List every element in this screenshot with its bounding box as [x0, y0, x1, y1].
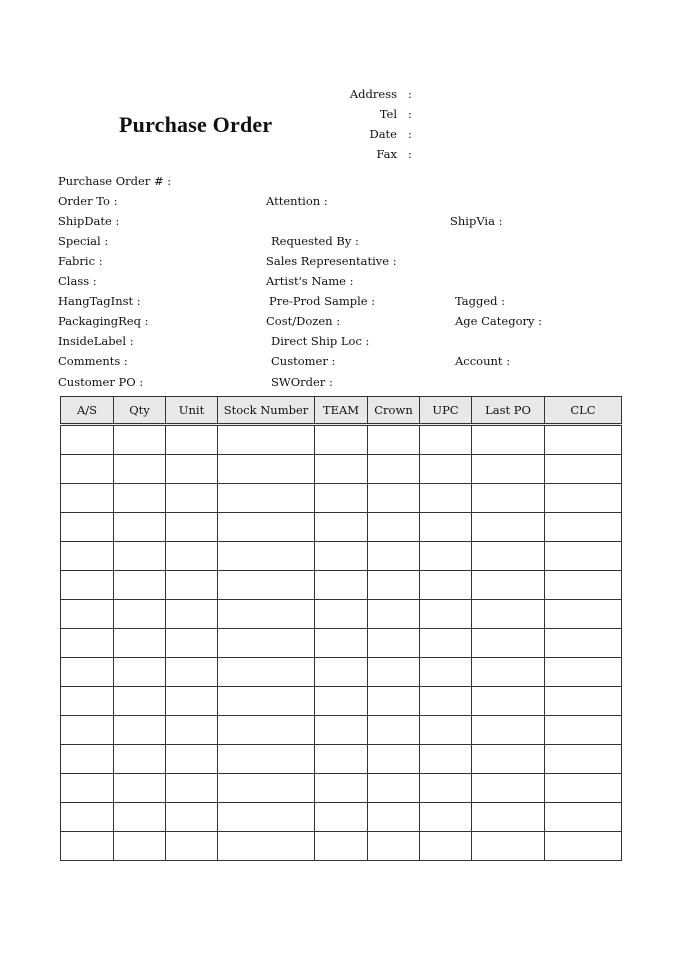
table-cell[interactable]	[368, 425, 420, 455]
table-cell[interactable]	[368, 513, 420, 542]
order-to-field: Order To :	[58, 194, 118, 208]
table-cell[interactable]	[472, 600, 545, 629]
table-row	[61, 745, 622, 774]
table-cell[interactable]	[420, 455, 472, 484]
age-category-field: Age Category :	[455, 314, 543, 328]
table-cell[interactable]	[114, 425, 166, 455]
table-cell[interactable]	[166, 658, 218, 687]
table-cell[interactable]	[166, 629, 218, 658]
table-cell[interactable]	[315, 774, 368, 803]
address-colon: :	[408, 87, 412, 101]
table-cell[interactable]	[472, 484, 545, 513]
customer-field: Customer :	[271, 354, 336, 368]
col-header-crown: Crown	[368, 397, 420, 425]
table-cell[interactable]	[420, 629, 472, 658]
table-cell[interactable]	[368, 542, 420, 571]
table-cell[interactable]	[315, 687, 368, 716]
table-cell[interactable]	[368, 687, 420, 716]
table-row	[61, 803, 622, 832]
table-cell[interactable]	[114, 774, 166, 803]
table-cell[interactable]	[166, 484, 218, 513]
table-cell[interactable]	[166, 803, 218, 832]
table-cell[interactable]	[61, 687, 114, 716]
tagged-field: Tagged :	[455, 294, 506, 308]
table-row	[61, 774, 622, 803]
table-cell[interactable]	[315, 484, 368, 513]
artists-name-field: Artist's Name :	[266, 274, 354, 288]
table-cell[interactable]	[420, 687, 472, 716]
table-cell[interactable]	[420, 803, 472, 832]
table-cell[interactable]	[61, 600, 114, 629]
table-cell[interactable]	[315, 542, 368, 571]
table-cell[interactable]	[545, 542, 622, 571]
table-cell[interactable]	[368, 629, 420, 658]
table-cell[interactable]	[114, 600, 166, 629]
cost-dozen-field: Cost/Dozen :	[266, 314, 341, 328]
col-header-team: TEAM	[315, 397, 368, 425]
col-header-upc: UPC	[420, 397, 472, 425]
account-field: Account :	[455, 354, 511, 368]
table-cell[interactable]	[368, 600, 420, 629]
table-cell[interactable]	[61, 425, 114, 455]
table-cell[interactable]	[472, 832, 545, 861]
table-cell[interactable]	[114, 687, 166, 716]
table-cell[interactable]	[218, 571, 315, 600]
table-row	[61, 571, 622, 600]
table-cell[interactable]	[420, 571, 472, 600]
table-cell[interactable]	[368, 455, 420, 484]
date-colon: :	[408, 127, 412, 141]
table-cell[interactable]	[472, 803, 545, 832]
table-cell[interactable]	[166, 455, 218, 484]
table-cell[interactable]	[420, 658, 472, 687]
table-cell[interactable]	[545, 745, 622, 774]
table-cell[interactable]	[218, 658, 315, 687]
table-cell[interactable]	[218, 629, 315, 658]
table-cell[interactable]	[114, 542, 166, 571]
tel-colon: :	[408, 107, 412, 121]
table-cell[interactable]	[61, 832, 114, 861]
date-label: Date	[369, 127, 397, 141]
table-row	[61, 425, 622, 455]
page-title: Purchase Order	[119, 112, 273, 137]
table-cell[interactable]	[420, 542, 472, 571]
table-cell[interactable]	[420, 600, 472, 629]
sales-representative-field: Sales Representative :	[266, 254, 397, 268]
table-cell[interactable]	[315, 832, 368, 861]
table-cell[interactable]	[114, 745, 166, 774]
tel-label: Tel	[379, 107, 397, 121]
table-cell[interactable]	[61, 542, 114, 571]
table-cell[interactable]	[472, 745, 545, 774]
table-row	[61, 832, 622, 861]
direct-ship-loc-field: Direct Ship Loc :	[271, 334, 370, 348]
table-cell[interactable]	[61, 513, 114, 542]
col-header-stock-number: Stock Number	[218, 397, 315, 425]
col-header-unit: Unit	[166, 397, 218, 425]
table-row	[61, 600, 622, 629]
table-header-row	[61, 397, 622, 425]
col-header-clc: CLC	[545, 397, 622, 425]
special-field: Special :	[58, 234, 109, 248]
table-cell[interactable]	[472, 716, 545, 745]
table-cell[interactable]	[218, 745, 315, 774]
table-cell[interactable]	[218, 687, 315, 716]
table-row	[61, 716, 622, 745]
table-cell[interactable]	[420, 716, 472, 745]
table-cell[interactable]	[114, 803, 166, 832]
table-cell[interactable]	[218, 455, 315, 484]
table-cell[interactable]	[368, 658, 420, 687]
table-cell[interactable]	[545, 658, 622, 687]
table-cell[interactable]	[114, 658, 166, 687]
table-cell[interactable]	[315, 600, 368, 629]
table-cell[interactable]	[61, 745, 114, 774]
table-cell[interactable]	[545, 425, 622, 455]
table-cell[interactable]	[368, 716, 420, 745]
table-row	[61, 658, 622, 687]
table-cell[interactable]	[218, 832, 315, 861]
class-field: Class :	[58, 274, 97, 288]
table-cell[interactable]	[545, 455, 622, 484]
line-items-table	[60, 396, 622, 861]
table-cell[interactable]	[166, 745, 218, 774]
table-cell[interactable]	[166, 425, 218, 455]
table-cell[interactable]	[545, 484, 622, 513]
table-cell[interactable]	[315, 658, 368, 687]
table-row	[61, 629, 622, 658]
table-cell[interactable]	[545, 687, 622, 716]
ship-via-field: ShipVia :	[450, 214, 503, 228]
table-cell[interactable]	[218, 803, 315, 832]
table-cell[interactable]	[472, 629, 545, 658]
table-cell[interactable]	[114, 832, 166, 861]
table-cell[interactable]	[61, 774, 114, 803]
table-cell[interactable]	[545, 600, 622, 629]
table-cell[interactable]	[218, 716, 315, 745]
inside-label-field: InsideLabel :	[58, 334, 134, 348]
table-cell[interactable]	[472, 571, 545, 600]
table-cell[interactable]	[61, 484, 114, 513]
packaging-req-field: PackagingReq :	[58, 314, 149, 328]
table-cell[interactable]	[218, 484, 315, 513]
table-cell[interactable]	[545, 832, 622, 861]
table-cell[interactable]	[472, 425, 545, 455]
table-cell[interactable]	[545, 571, 622, 600]
table-cell[interactable]	[315, 803, 368, 832]
table-cell[interactable]	[61, 629, 114, 658]
table-cell[interactable]	[114, 571, 166, 600]
table-cell[interactable]	[315, 629, 368, 658]
address-label: Address	[349, 87, 397, 101]
table-cell[interactable]	[114, 716, 166, 745]
table-cell[interactable]	[166, 687, 218, 716]
table-row	[61, 542, 622, 571]
table-cell[interactable]	[315, 716, 368, 745]
table-cell[interactable]	[472, 455, 545, 484]
col-header-last-po: Last PO	[472, 397, 545, 425]
table-cell[interactable]	[545, 629, 622, 658]
purchase-order-number-field: Purchase Order # :	[58, 174, 172, 188]
table-cell[interactable]	[420, 774, 472, 803]
table-cell[interactable]	[315, 571, 368, 600]
table-cell[interactable]	[472, 687, 545, 716]
table-cell[interactable]	[218, 542, 315, 571]
table-cell[interactable]	[315, 425, 368, 455]
sw-order-field: SWOrder :	[271, 375, 333, 389]
table-cell[interactable]	[114, 629, 166, 658]
table-cell[interactable]	[166, 774, 218, 803]
table-cell[interactable]	[114, 484, 166, 513]
table-cell[interactable]	[420, 425, 472, 455]
table-cell[interactable]	[545, 774, 622, 803]
fabric-field: Fabric :	[58, 254, 103, 268]
table-cell[interactable]	[315, 745, 368, 774]
table-cell[interactable]	[545, 716, 622, 745]
attention-field: Attention :	[266, 194, 328, 208]
table-cell[interactable]	[166, 600, 218, 629]
table-cell[interactable]	[166, 513, 218, 542]
fax-colon: :	[408, 147, 412, 161]
pre-prod-sample-field: Pre-Prod Sample :	[269, 294, 376, 308]
customer-po-field: Customer PO :	[58, 375, 144, 389]
table-row	[61, 455, 622, 484]
table-cell[interactable]	[114, 455, 166, 484]
table-row	[61, 484, 622, 513]
table-cell[interactable]	[368, 803, 420, 832]
table-cell[interactable]	[61, 803, 114, 832]
table-cell[interactable]	[368, 484, 420, 513]
table-cell[interactable]	[472, 542, 545, 571]
table-cell[interactable]	[545, 803, 622, 832]
table-cell[interactable]	[218, 425, 315, 455]
table-cell[interactable]	[61, 571, 114, 600]
table-cell[interactable]	[368, 745, 420, 774]
table-cell[interactable]	[368, 832, 420, 861]
table-cell[interactable]	[368, 774, 420, 803]
table-cell[interactable]	[114, 513, 166, 542]
table-cell[interactable]	[545, 513, 622, 542]
requested-by-field: Requested By :	[271, 234, 359, 248]
line-items-body	[61, 425, 622, 861]
comments-field: Comments :	[58, 354, 128, 368]
fax-label: Fax	[376, 147, 397, 161]
table-row	[61, 687, 622, 716]
table-cell[interactable]	[315, 513, 368, 542]
table-cell[interactable]	[420, 745, 472, 774]
table-cell[interactable]	[472, 658, 545, 687]
table-cell[interactable]	[61, 658, 114, 687]
ship-date-field: ShipDate :	[58, 214, 120, 228]
table-cell[interactable]	[61, 455, 114, 484]
hang-tag-inst-field: HangTagInst :	[58, 294, 141, 308]
table-cell[interactable]	[218, 513, 315, 542]
table-cell[interactable]	[472, 513, 545, 542]
table-cell[interactable]	[166, 571, 218, 600]
table-cell[interactable]	[420, 513, 472, 542]
table-cell[interactable]	[166, 832, 218, 861]
table-row	[61, 513, 622, 542]
table-cell[interactable]	[166, 542, 218, 571]
table-cell[interactable]	[218, 774, 315, 803]
table-cell[interactable]	[368, 571, 420, 600]
table-cell[interactable]	[61, 716, 114, 745]
table-cell[interactable]	[218, 600, 315, 629]
table-cell[interactable]	[420, 832, 472, 861]
table-cell[interactable]	[315, 455, 368, 484]
table-cell[interactable]	[166, 716, 218, 745]
table-cell[interactable]	[420, 484, 472, 513]
table-cell[interactable]	[472, 774, 545, 803]
col-header-qty: Qty	[114, 397, 166, 425]
col-header-as: A/S	[61, 397, 114, 425]
